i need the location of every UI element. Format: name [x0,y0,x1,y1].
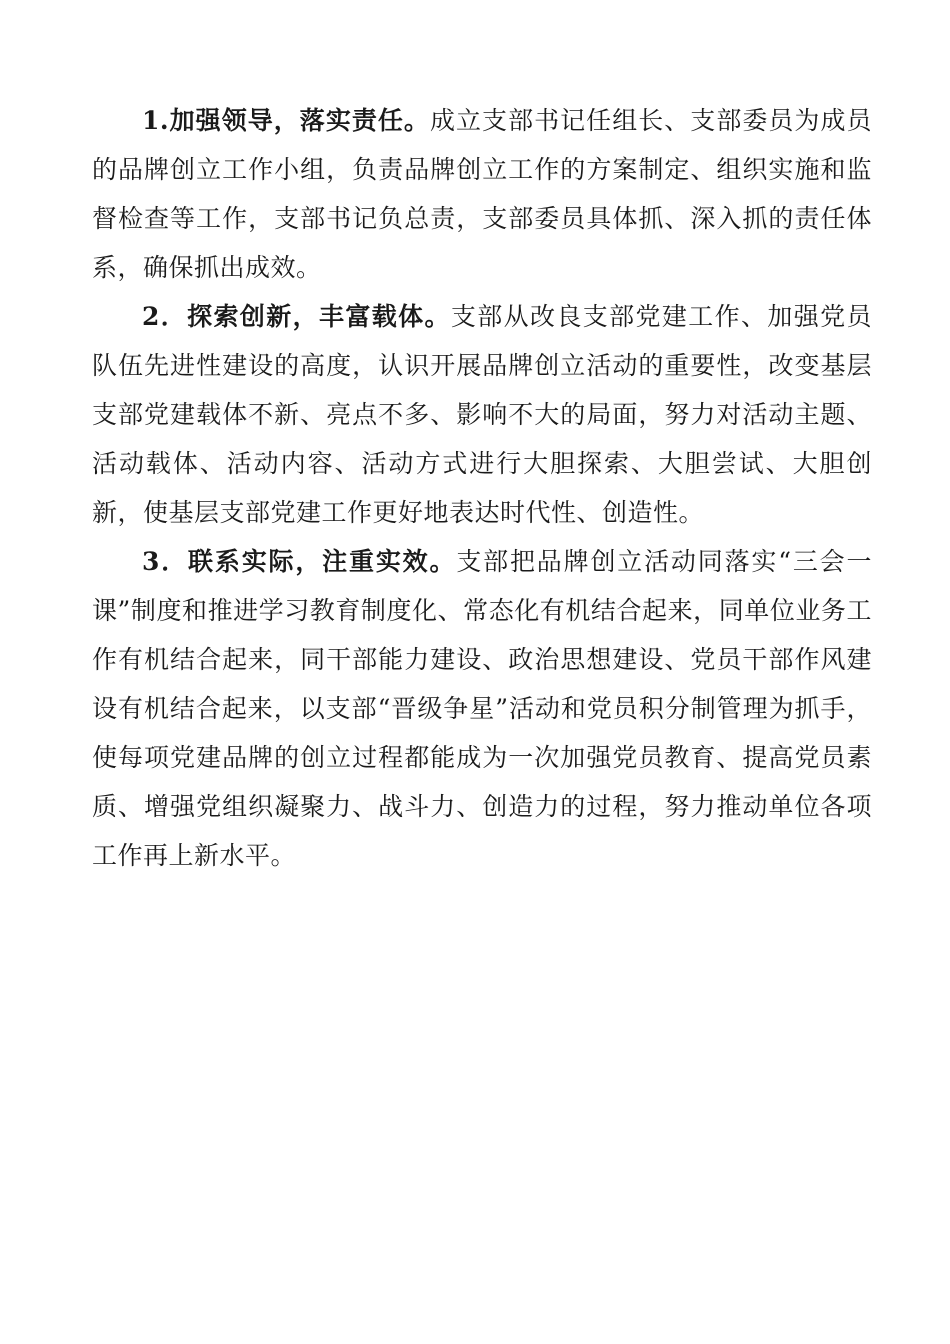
paragraph-3 [92,537,872,880]
paragraph-3-heading: 3．联系实际，注重实效。 [142,547,457,576]
paragraph-1-heading: 1.加强领导，落实责任。 [142,106,430,135]
paragraph-1 [92,96,872,292]
paragraph-1-text: 成立支部书记任组长、支部委员为成员的品牌创立工作小组，负责品牌创立工作的方案制定、组织实施和监督检查等工作，支部书记负总责，支部委员具体抓、深入抓的责任体系，确保抓出成效。 [92,106,872,282]
paragraph-3-text: 支部把品牌创立活动同落实“三会一课”制度和推进学习教育制度化、常态化有机结合起来，同单位业务工作有机结合起来，同干部能力建设、政治思想建设、党员干部作风建设有机结合起来，以支部“晋级争星”活动和党员积分制管理为抓手，使每项党建品牌的创立过程都能成为一次加强党员教育、提高党员素质、增强党组织凝聚力、战斗力、创造力的过程，努力推动单位各项工作再上新水平。 [92,547,872,870]
document-body [92,96,872,880]
paragraph-2-heading: 2．探索创新，丰富载体。 [142,302,451,331]
paragraph-2 [92,292,872,537]
paragraph-2-text: 支部从改良支部党建工作、加强党员队伍先进性建设的高度，认识开展品牌创立活动的重要性，改变基层支部党建载体不新、亮点不多、影响不大的局面，努力对活动主题、活动载体、活动内容、活动方式进行大胆探索、大胆尝试、大胆创新，使基层支部党建工作更好地表达时代性、创造性。 [92,302,872,527]
